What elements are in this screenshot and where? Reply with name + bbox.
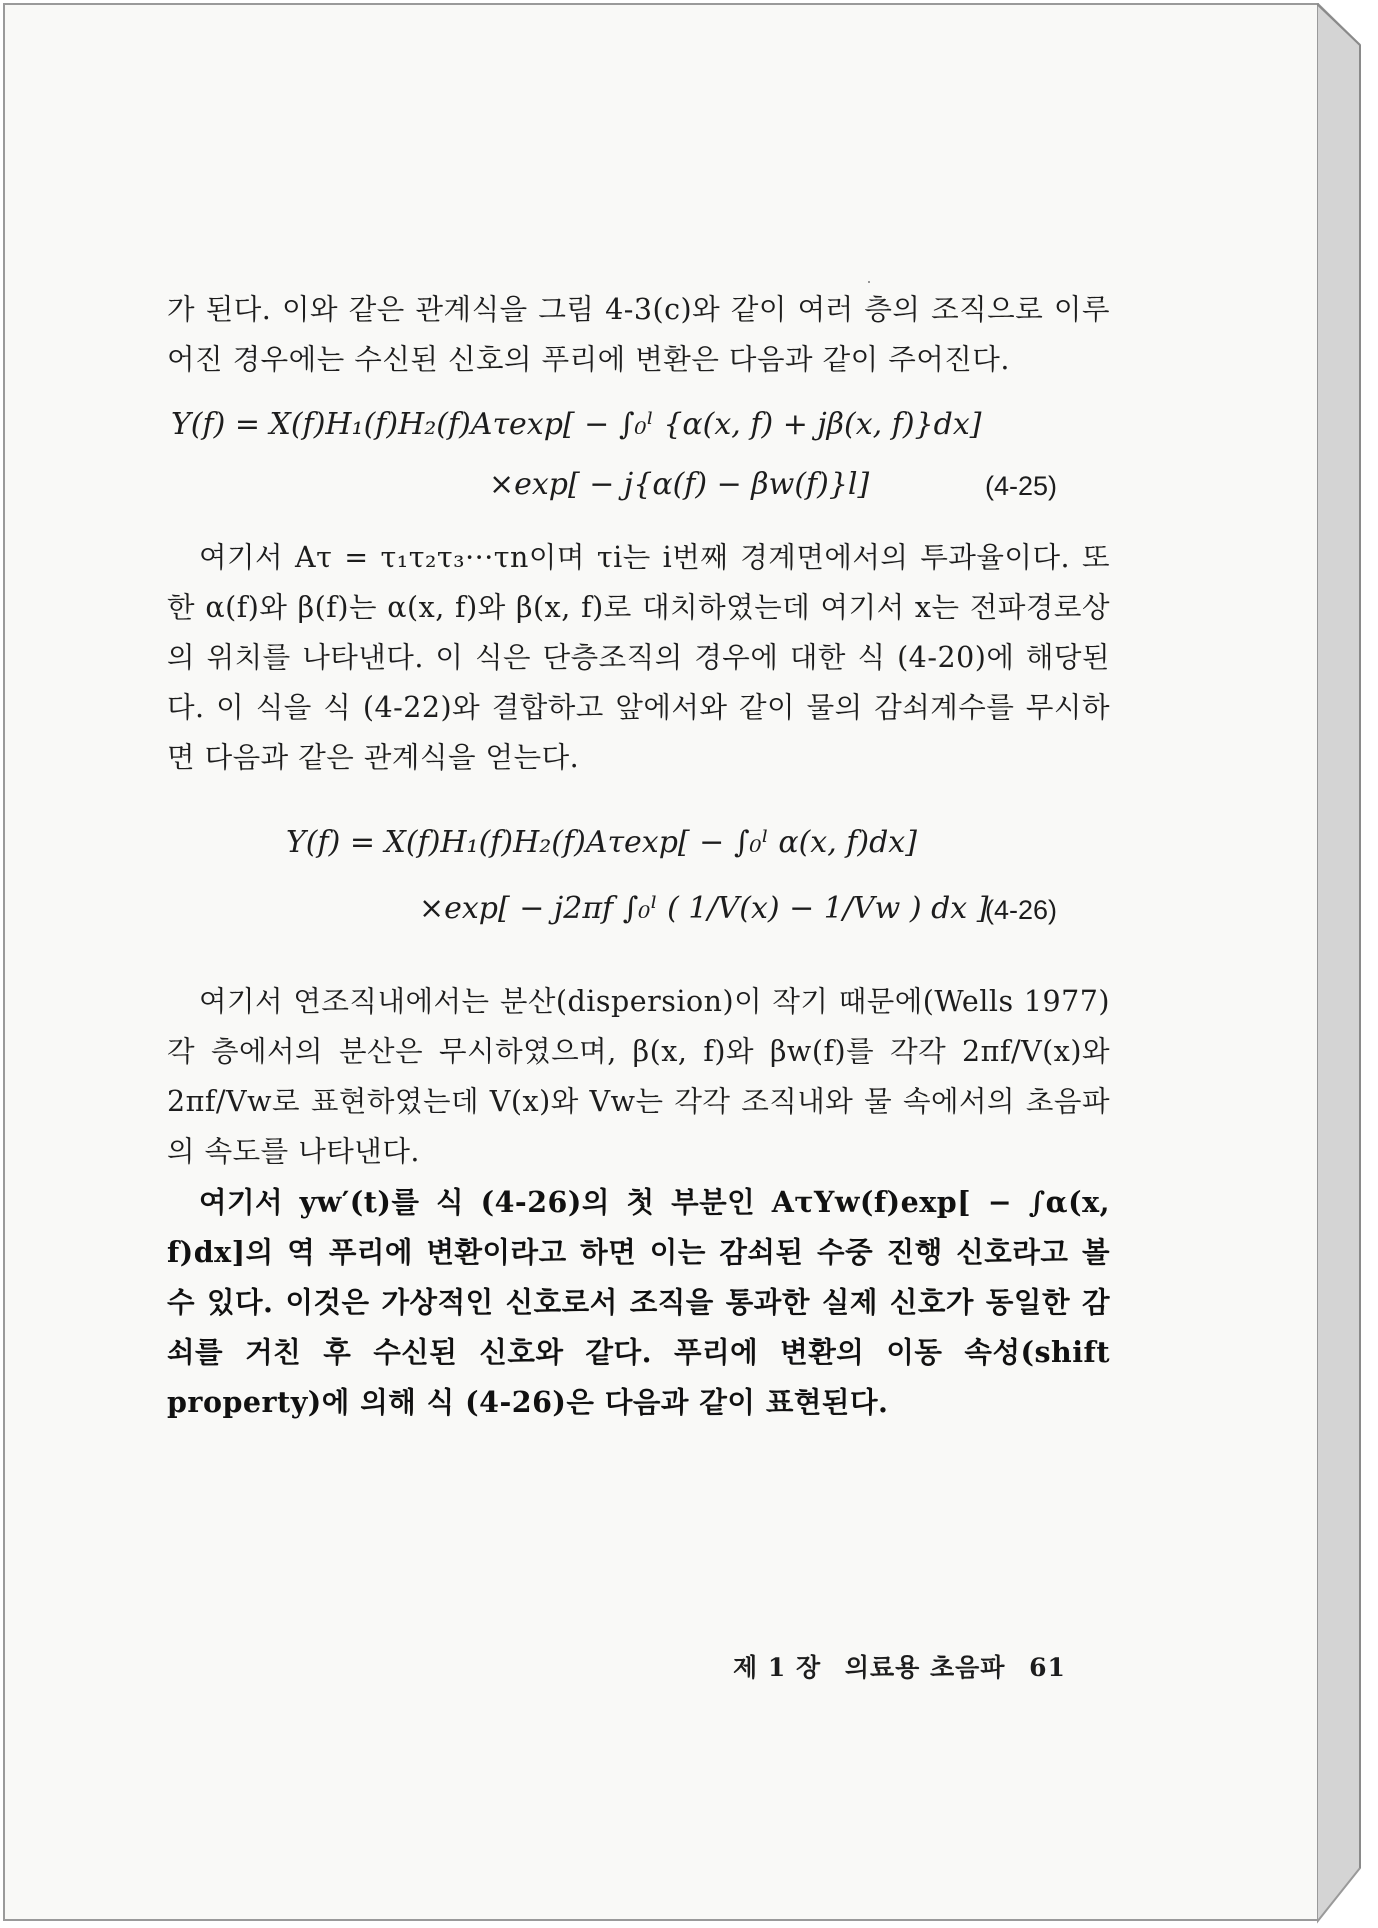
paragraph-4: 여기서 yw′(t)를 식 (4-26)의 첫 부분인 AτYw(f)exp[ − ∫α(x, f)dx]의 역 푸리에 변환이라고 하면 이는 감쇠된 수중 진행 신호라고 볼 수 있다. 이것은 가상적인 신호로서 조직을 통과한 실제 신호가 동일한 감쇠를 거친 후 수신된 신호와 같다. 푸리에 변환의 이동 속성(shift property)에 의해 식 (4-26)은 다음과 같이 표현된다. [167, 1185, 1110, 1419]
equation-number: (4-26) [985, 895, 1058, 925]
paragraph-1: 가 된다. 이와 같은 관계식을 그림 4-3(c)와 같이 여러 층의 조직으로 이루어진 경우에는 수신된 신호의 푸리에 변환은 다음과 같이 주어진다. [167, 293, 1110, 376]
equation-number: (4-25) [985, 471, 1058, 501]
equation-4-25-line-1 [167, 399, 1110, 459]
equation-text: Y(f) = X(f)H₁(f)H₂(f)Aτexp[ − ∫₀ˡ α(x, f)dx] [286, 825, 917, 860]
equation-text: ×exp[ − j2πf ∫₀ˡ ( 1/V(x) − 1/Vw ) dx ] [419, 891, 989, 926]
running-footer [733, 1648, 1080, 1684]
equation-text: Y(f) = X(f)H₁(f)H₂(f)Aτexp[ − ∫₀ˡ {α(x, f) + jβ(x, f)}dx] [171, 407, 982, 442]
footer-title: 의료용 초음파 [844, 1653, 1006, 1682]
equation-4-25-line-2 [167, 459, 1110, 519]
equation-text: ×exp[ − j{α(f) − βw(f)}l] [489, 467, 870, 502]
paragraph-2: 여기서 Aτ = τ₁τ₂τ₃···τn이며 τi는 i번째 경계면에서의 투과율이다. 또한 α(f)와 β(f)는 α(x, f)와 β(x, f)로 대치하였는데 여기서 x는 전파경로상의 위치를 나타낸다. 이 식은 단층조직의 경우에 대한 식 (4-20)에 해당된다. 이 식을 식 (4-22)와 결합하고 앞에서와 같이 물의 감쇠계수를 무시하면 다음과 같은 관계식을 얻는다. [167, 541, 1110, 774]
page-content [167, 285, 1110, 1427]
equation-4-26-line-1 [167, 817, 1110, 877]
paragraph-3: 여기서 연조직내에서는 분산(dispersion)이 작기 때문에(Wells 1977) 각 층에서의 분산은 무시하였으며, β(x, f)와 βw(f)를 각각 2πf/V(x)와 2πf/Vw로 표현하였는데 V(x)와 Vw는 각각 조직내와 물 속에서의 초음파의 속도를 나타낸다. [167, 985, 1110, 1168]
page-number: 61 [1029, 1653, 1066, 1682]
footer-chapter: 제 1 장 [733, 1653, 822, 1682]
equation-4-26-line-2 [167, 877, 1110, 949]
speck [868, 281, 870, 283]
